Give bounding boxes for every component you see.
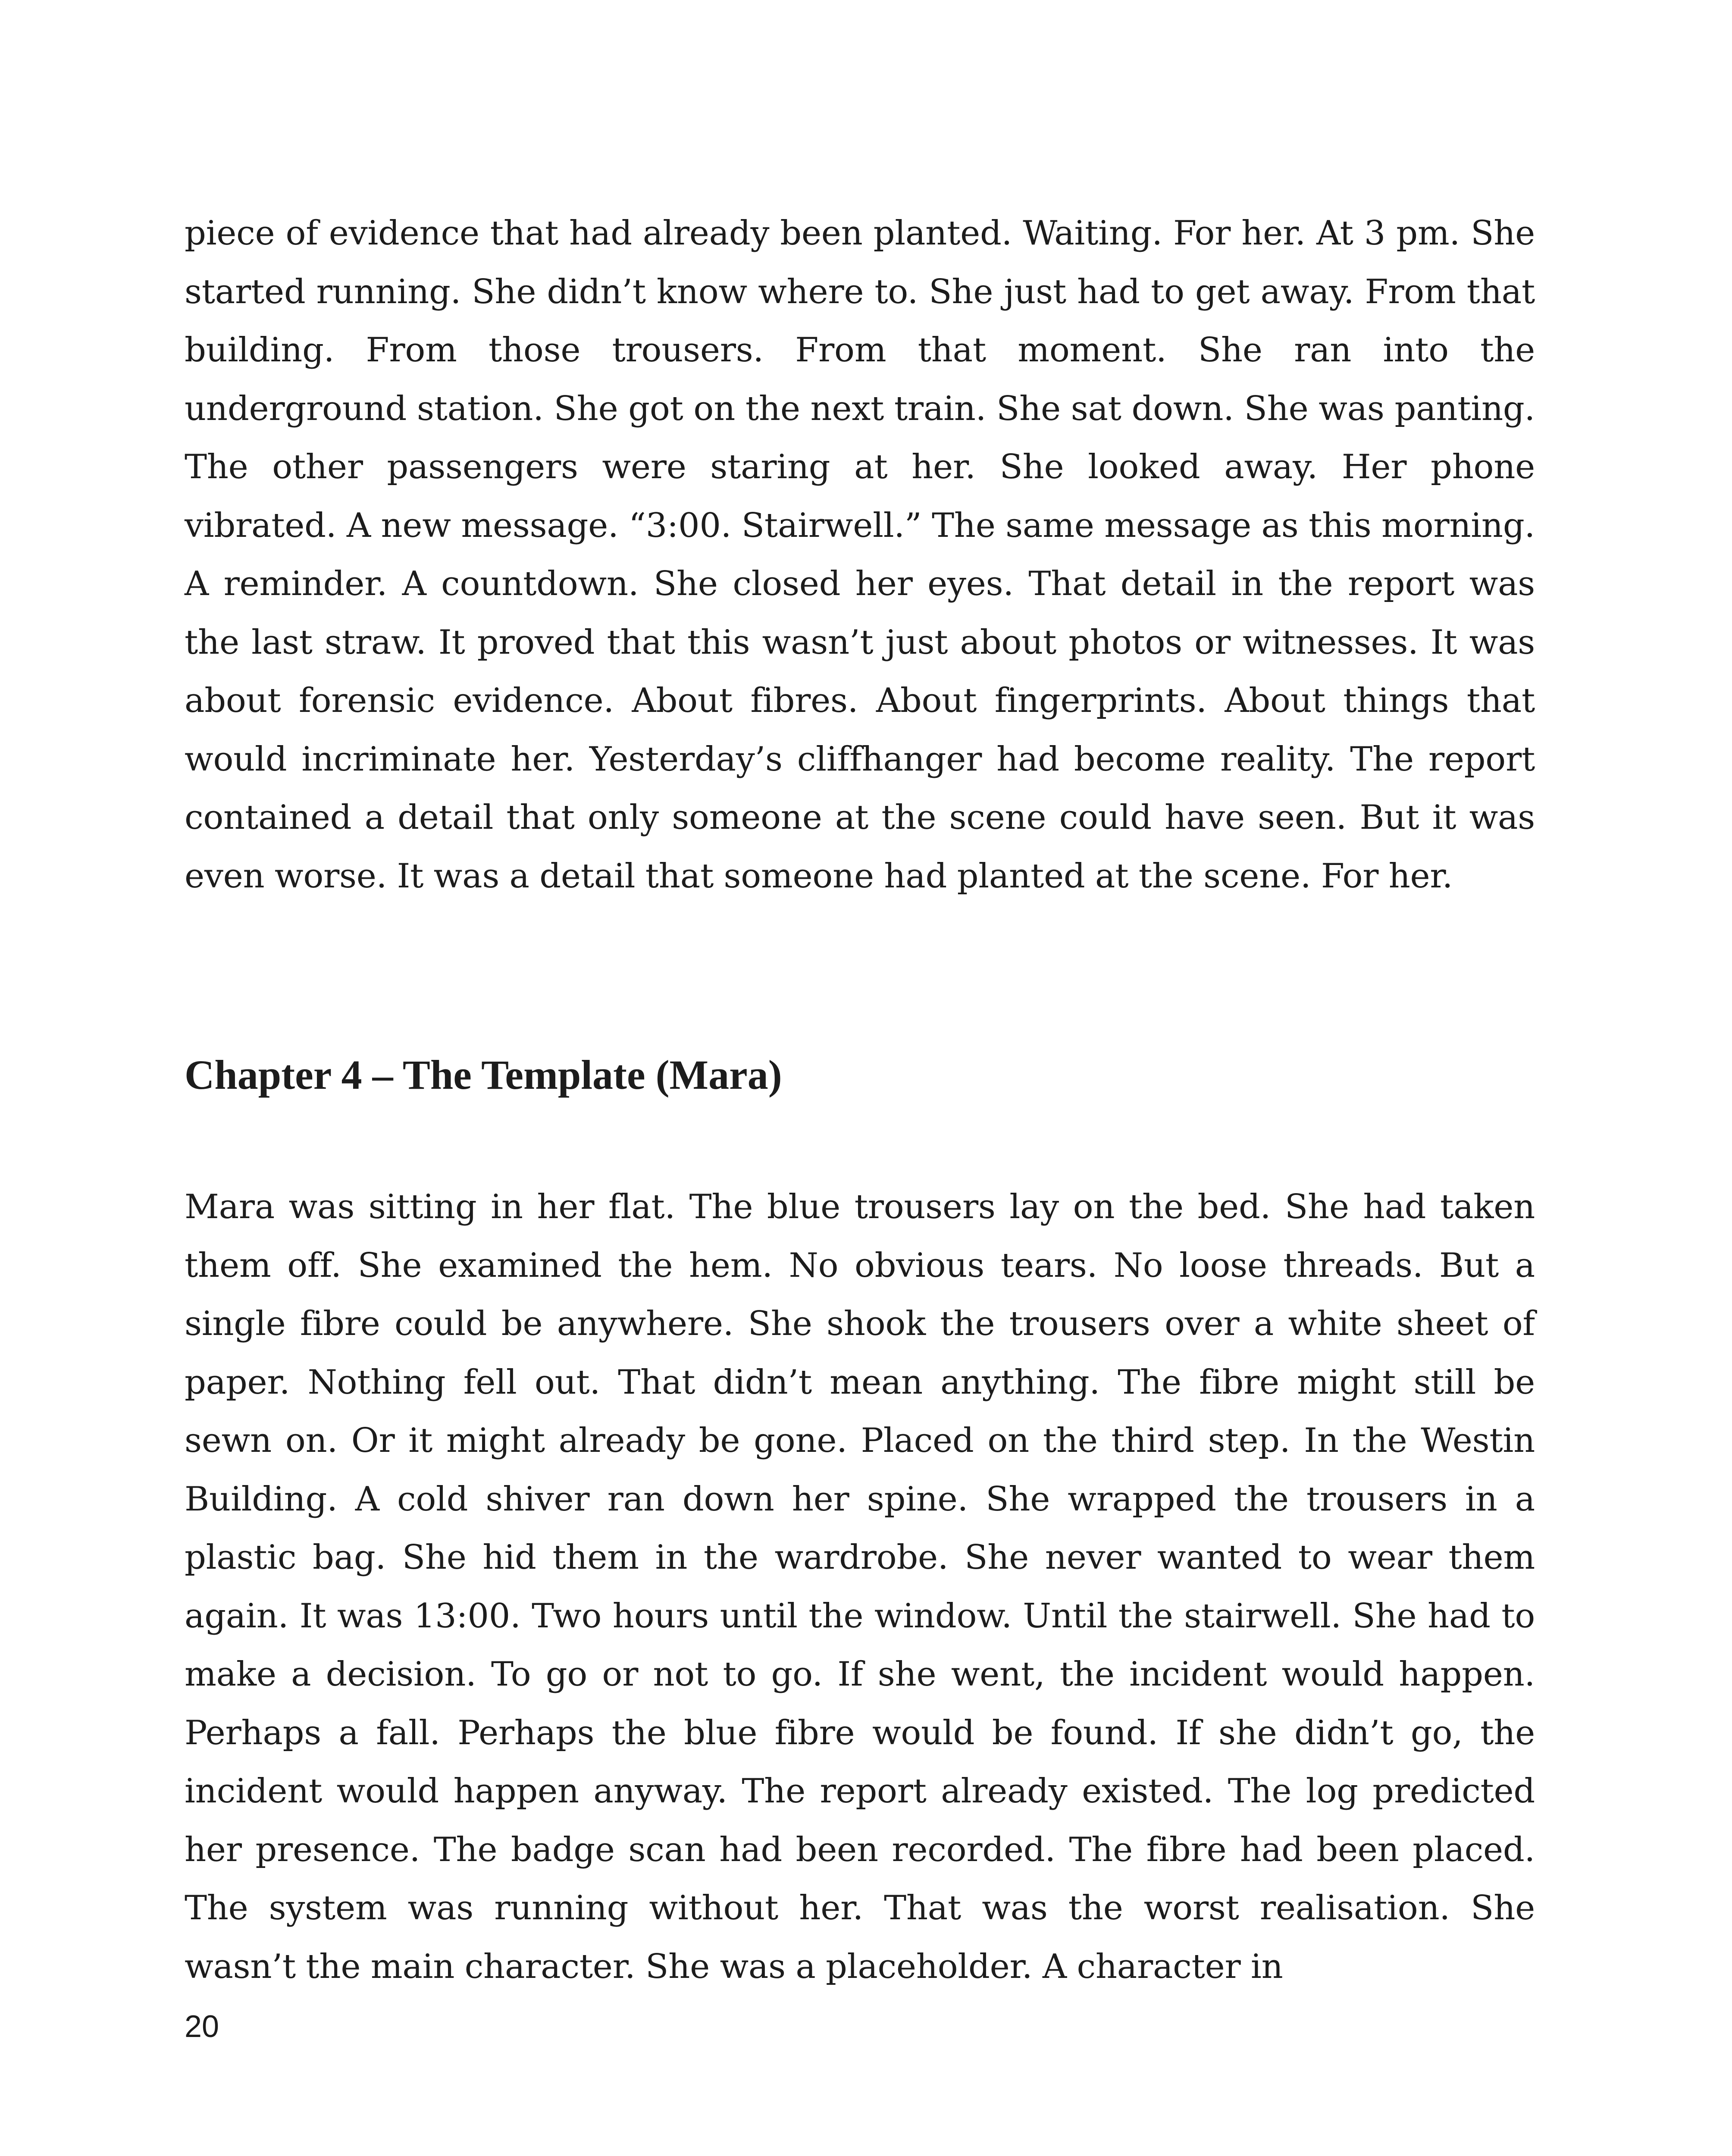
body-paragraph-1: piece of evidence that had already been planted. Waiting. For her. At 3 pm. She started running. She didn’t know where to. She just had to get away. From that building. From those trousers. From that moment. She ran into the underground station. She got on the next train. She sat down. She was panting. The other passengers were staring at her. She looked away. Her phone vibrated. A new message. “3:00. Stairwell.” The same message as this morning. A reminder. A countdown. She closed her eyes. That detail in the report was the last straw. It proved that this wasn’t just about photos or witnesses. It was about forensic evidence. About fibres. About fingerprints. About things that would incriminate her. Yesterday’s cliffhanger had become reality. The report contained a detail that only someone at the scene could have seen. But it was even worse. It was a detail that someone had planted at the scene. For her.	[185, 214, 1535, 896]
page-number: 20	[185, 2009, 219, 2044]
body-paragraph-2: Mara was sitting in her flat. The blue trousers lay on the bed. She had taken them off. She examined the hem. No obvious tears. No loose threads. But a single fibre could be anywhere. She shook the trousers over a white sheet of paper. Nothing fell out. That didn’t mean anything. The fibre might still be sewn on. Or it might already be gone. Placed on the third step. In the Westin Building. A cold shiver ran down her spine. She wrapped the trousers in a plastic bag. She hid them in the wardrobe. She never wanted to wear them again. It was 13:00. Two hours until the window. Until the stairwell. She had to make a decision. To go or not to go. If she went, the incident would happen. Perhaps a fall. Perhaps the blue fibre would be found. If she didn’t go, the incident would happen anyway. The report already existed. The log predicted her presence. The badge scan had been recorded. The fibre had been placed. The system was running without her. That was the worst realisation. She wasn’t the main character. She was a placeholder. A character in	[185, 1188, 1535, 1986]
chapter-heading: Chapter 4 – The Template (Mara)	[185, 1052, 782, 1098]
